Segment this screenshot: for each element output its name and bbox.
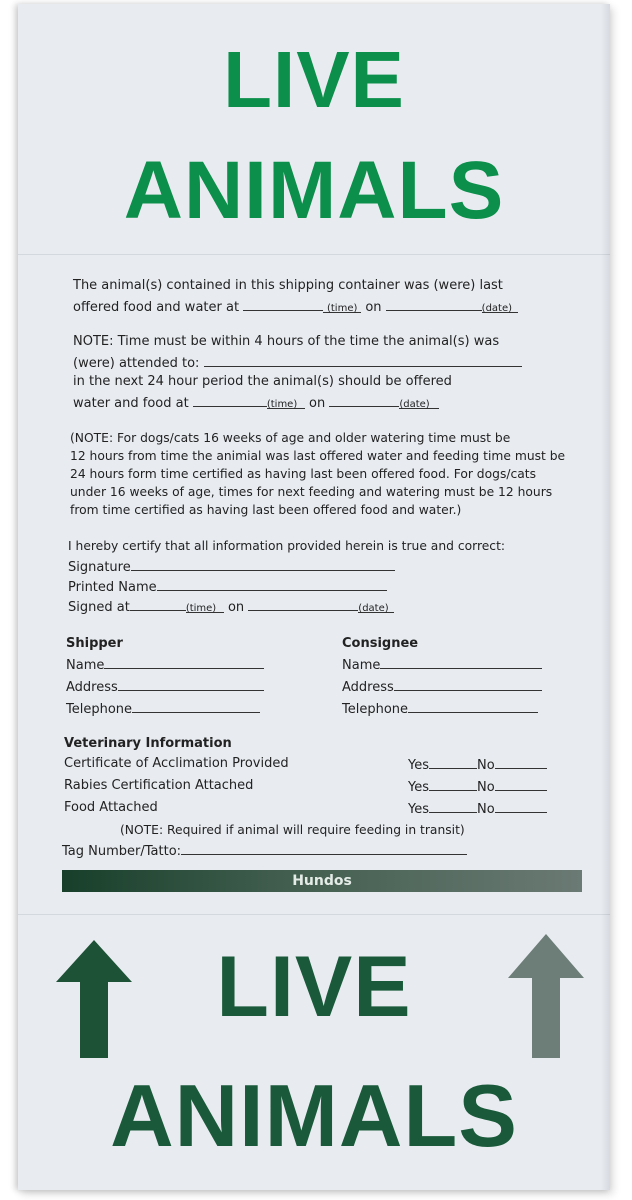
live-animals-label — [18, 4, 610, 1190]
rabies-no-field[interactable] — [495, 778, 547, 791]
footer-live: LIVE — [216, 939, 412, 1035]
attended-to-field[interactable] — [204, 354, 522, 367]
dogs-note-line5: from time certified as having last been offered food and water.) — [70, 503, 462, 517]
tag-number-field[interactable] — [181, 842, 467, 855]
printed-name-field[interactable] — [157, 578, 387, 591]
shipper-address-field[interactable] — [118, 678, 264, 691]
next-feeding-date-field[interactable] — [329, 394, 399, 407]
shipper-telephone-field[interactable] — [132, 700, 260, 713]
feeding-intro-line2: offered food and water at (time) on (date) — [73, 298, 518, 316]
food-yes-field[interactable] — [429, 800, 477, 813]
shipper-title: Shipper — [66, 636, 123, 651]
vet-row-yesno: Yes No — [408, 778, 547, 796]
printed-name-row: Printed Name — [68, 578, 387, 596]
signed-time-field[interactable] — [130, 598, 186, 611]
dogs-note-line3: 24 hours form time certified as having last been offered food. For dogs/cats — [70, 467, 537, 481]
dogs-note-line1: (NOTE: For dogs/cats 16 weeks of age and older watering time must be — [70, 431, 511, 445]
footer-animals: ANIMALS — [110, 1066, 518, 1165]
signature-row: Signature — [68, 558, 395, 576]
brand-bar: Hundos — [62, 870, 582, 892]
acclimation-no-field[interactable] — [495, 756, 547, 769]
header-live: LIVE — [223, 35, 405, 124]
next-period-line2: water and food at (time) on (date) — [73, 394, 439, 412]
consignee-telephone-field[interactable] — [408, 700, 538, 713]
consignee-name-row: Name — [342, 656, 542, 674]
shipper-address-row: Address — [66, 678, 264, 696]
consignee-address-row: Address — [342, 678, 542, 696]
food-no-field[interactable] — [495, 800, 547, 813]
header-divider — [18, 254, 610, 255]
footer-divider — [18, 914, 610, 915]
certify-statement: I hereby certify that all information provided herein is true and correct: — [68, 539, 506, 553]
tag-number-row: Tag Number/Tatto: — [62, 842, 467, 860]
consignee-name-field[interactable] — [380, 656, 542, 669]
next-period-line1: in the next 24 hour period the animal(s) should be offered — [73, 374, 452, 389]
last-offered-date-field[interactable] — [386, 298, 482, 311]
header-animals: ANIMALS — [123, 145, 505, 236]
dogs-note-line2: 12 hours from time the animial was last offered water and feeding time must be — [70, 449, 566, 463]
consignee-title: Consignee — [342, 636, 419, 651]
veterinary-title: Veterinary Information — [64, 736, 232, 751]
consignee-telephone-row: Telephone — [342, 700, 538, 718]
consignee-address-field[interactable] — [394, 678, 542, 691]
dogs-note-line4: under 16 weeks of age, times for next feeding and watering must be 12 hours — [70, 485, 553, 499]
feeding-transit-note: (NOTE: Required if animal will require feeding in transit) — [120, 823, 465, 837]
vet-row-label: Rabies Certification Attached — [64, 778, 254, 793]
signature-field[interactable] — [131, 558, 395, 571]
shipper-name-row: Name — [66, 656, 264, 674]
rabies-yes-field[interactable] — [429, 778, 477, 791]
time-note-line1: NOTE: Time must be within 4 hours of the time the animal(s) was — [73, 334, 500, 349]
time-note-line2: (were) attended to: — [73, 354, 522, 372]
vet-row-label: Certificate of Acclimation Provided — [64, 756, 289, 771]
last-offered-time-field[interactable] — [243, 298, 323, 311]
shipper-telephone-row: Telephone — [66, 700, 260, 718]
signed-date-field[interactable] — [248, 598, 358, 611]
signed-at-row: Signed at (time) on (date) — [68, 598, 394, 616]
shipper-name-field[interactable] — [104, 656, 264, 669]
vet-row-yesno: Yes No — [408, 800, 547, 818]
feeding-intro-line1: The animal(s) contained in this shipping container was (were) last — [73, 278, 503, 293]
next-feeding-time-field[interactable] — [193, 394, 267, 407]
vet-row-label: Food Attached — [64, 800, 158, 815]
vet-row-yesno: Yes No — [408, 756, 547, 774]
acclimation-yes-field[interactable] — [429, 756, 477, 769]
